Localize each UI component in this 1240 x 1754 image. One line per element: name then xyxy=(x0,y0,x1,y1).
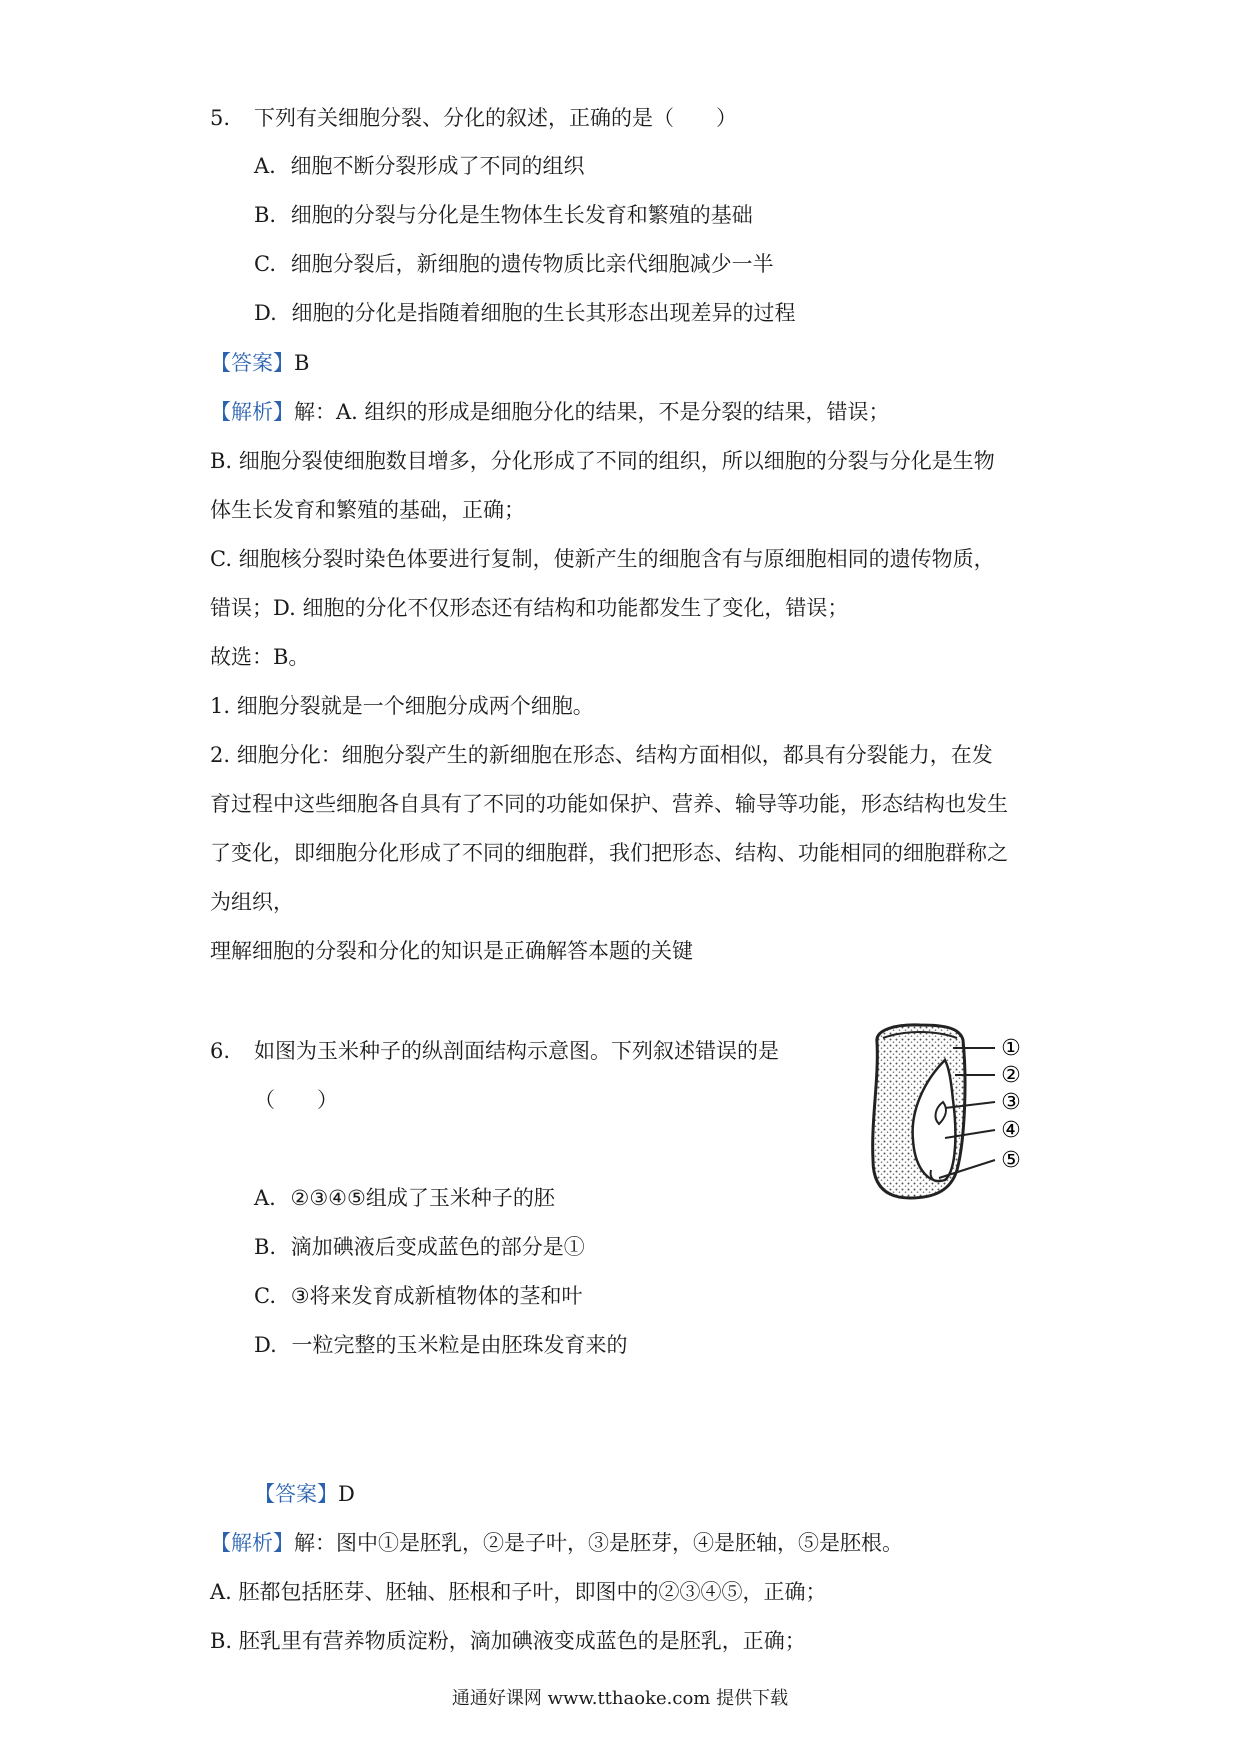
q5-option-a xyxy=(254,151,585,181)
option-text: ②③④⑤组成了玉米种子的胚 xyxy=(290,1186,555,1210)
option-label: C. xyxy=(254,252,276,276)
q6-analysis-line: A. 胚都包括胚芽、胚轴、胚根和子叶，即图中的②③④⑤，正确； xyxy=(210,1580,827,1604)
figure-label-2: ② xyxy=(1001,1063,1021,1088)
q5-analysis-line: 为组织， xyxy=(210,890,294,914)
q5-stem: 下列有关细胞分裂、分化的叙述，正确的是（ ） xyxy=(254,106,737,130)
option-text: 细胞不断分裂形成了不同的组织 xyxy=(290,154,585,178)
q5-option-b xyxy=(254,200,753,230)
option-label: A. xyxy=(254,154,276,178)
q5-analysis-line: 理解细胞的分裂和分化的知识是正确解答本题的关键 xyxy=(210,939,693,963)
option-label: A. xyxy=(254,1186,276,1210)
figure-label-1: ① xyxy=(1001,1036,1021,1061)
option-label: B. xyxy=(254,1235,277,1259)
q5-option-d xyxy=(254,298,795,328)
option-text: ③将来发育成新植物体的茎和叶 xyxy=(290,1284,583,1308)
q5-option-c xyxy=(254,249,774,279)
q6-stem-paren: （ ） xyxy=(254,1088,338,1112)
q6-option-a xyxy=(254,1183,555,1213)
q6-answer xyxy=(254,1479,355,1509)
q6-number: 6. xyxy=(210,1039,231,1063)
option-text: 细胞的分裂与分化是生物体生长发育和繁殖的基础 xyxy=(290,203,753,227)
corn-seed-diagram xyxy=(865,1020,1050,1205)
q5-analysis-line: 错误；D. 细胞的分化不仅形态还有结构和功能都发生了变化，错误； xyxy=(210,596,849,620)
q5-analysis-line: B. 细胞分裂使细胞数目增多，分化形成了不同的组织，所以细胞的分裂与分化是生物 xyxy=(210,449,995,473)
q5-analysis-line: 1. 细胞分裂就是一个细胞分成两个细胞。 xyxy=(210,694,594,718)
analysis-tag: 【解析】 xyxy=(210,400,294,424)
answer-tag: 【答案】 xyxy=(210,351,294,375)
option-label: D. xyxy=(254,1333,277,1357)
option-text: 滴加碘液后变成蓝色的部分是① xyxy=(290,1235,585,1259)
q5-analysis-line: 2. 细胞分化：细胞分裂产生的新细胞在形态、结构方面相似，都具有分裂能力，在发 xyxy=(210,743,993,767)
q5-number: 5. xyxy=(210,106,231,130)
option-label: B. xyxy=(254,203,277,227)
q6-analysis-line xyxy=(210,1528,903,1558)
q5-analysis-line: 育过程中这些细胞各自具有了不同的功能如保护、营养、输导等功能，形态结构也发生 xyxy=(210,792,1008,816)
q5-analysis-line xyxy=(210,397,890,427)
figure-label-4: ④ xyxy=(1001,1118,1021,1143)
option-text: 细胞的分化是指随着细胞的生长其形态出现差异的过程 xyxy=(291,301,796,325)
q6-stem: 如图为玉米种子的纵剖面结构示意图。下列叙述错误的是 xyxy=(254,1039,779,1063)
q5-analysis-line: 故选：B。 xyxy=(210,645,310,669)
option-text: 一粒完整的玉米粒是由胚珠发育来的 xyxy=(291,1333,628,1357)
analysis-tag: 【解析】 xyxy=(210,1531,294,1555)
figure-label-3: ③ xyxy=(1001,1090,1021,1115)
answer-value: D xyxy=(338,1482,355,1506)
option-label: D. xyxy=(254,301,277,325)
q5-analysis-line: C. 细胞核分裂时染色体要进行复制，使新产生的细胞含有与原细胞相同的遗传物质， xyxy=(210,547,995,571)
q6-option-d xyxy=(254,1330,627,1360)
answer-value: B xyxy=(294,351,310,375)
q6-analysis-line: B. 胚乳里有营养物质淀粉，滴加碘液变成蓝色的是胚乳，正确； xyxy=(210,1629,806,1653)
option-label: C. xyxy=(254,1284,276,1308)
q6-option-b xyxy=(254,1232,585,1262)
analysis-text: 解：图中①是胚乳，②是子叶，③是胚芽，④是胚轴，⑤是胚根。 xyxy=(294,1531,903,1555)
answer-tag: 【答案】 xyxy=(254,1482,338,1506)
q5-analysis-line: 体生长发育和繁殖的基础，正确； xyxy=(210,498,525,522)
q5-analysis-line: 了变化，即细胞分化形成了不同的细胞群，我们把形态、结构、功能相同的细胞群称之 xyxy=(210,841,1008,865)
q5-answer xyxy=(210,348,309,378)
figure-label-5: ⑤ xyxy=(1001,1148,1021,1173)
option-text: 细胞分裂后，新细胞的遗传物质比亲代细胞减少一半 xyxy=(290,252,774,276)
q6-option-c xyxy=(254,1281,583,1311)
analysis-text: 解：A. 组织的形成是细胞分化的结果，不是分裂的结果，错误； xyxy=(294,400,890,424)
page-footer: 通通好课网 www.tthaoke.com 提供下载 xyxy=(451,1688,789,1709)
